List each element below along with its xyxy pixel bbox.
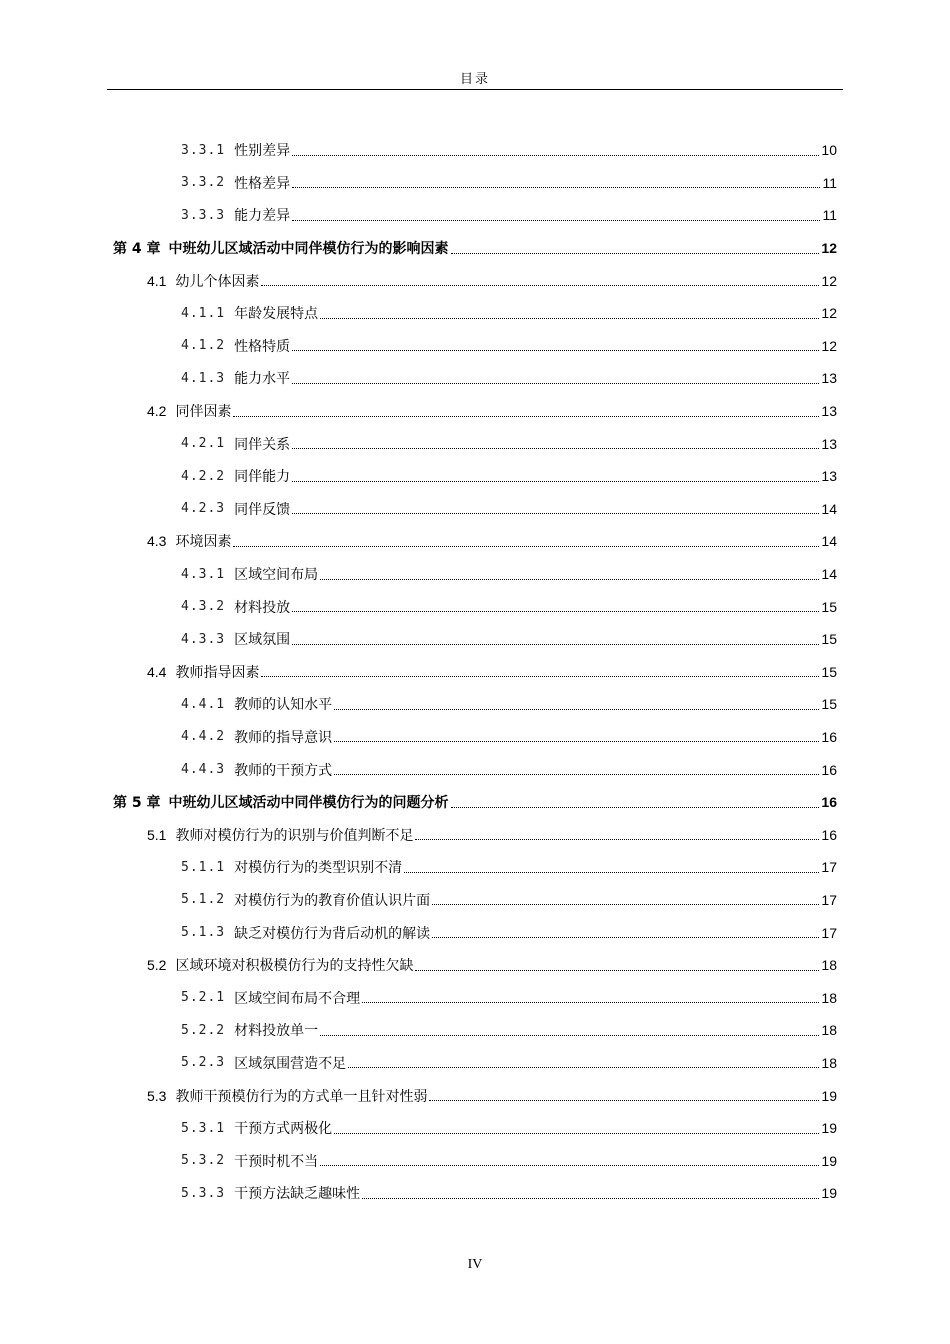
toc-subsection-entry[interactable] — [0, 1014, 950, 1047]
toc-dot-leader — [233, 546, 819, 547]
toc-section-entry[interactable] — [0, 264, 950, 297]
toc-entry-page: 13 — [821, 435, 837, 452]
toc-dot-leader — [334, 774, 819, 775]
toc-dot-leader — [415, 970, 819, 971]
toc-entry-page: 11 — [822, 207, 837, 224]
toc-dot-leader — [320, 318, 819, 319]
toc-entry-page: 15 — [821, 696, 837, 713]
toc-entry-title: 幼儿个体因素 — [175, 273, 260, 290]
toc-chapter-entry[interactable] — [0, 232, 950, 265]
toc-dot-leader — [348, 1067, 819, 1068]
toc-dot-leader — [334, 1133, 819, 1134]
toc-entry-page: 12 — [821, 272, 837, 289]
toc-entry-number: 4.4.2 — [181, 729, 226, 745]
toc-entry-title: 教师的认知水平 — [234, 697, 333, 714]
toc-dot-leader — [429, 1100, 819, 1101]
toc-entry-page: 11 — [822, 174, 837, 191]
toc-entry-number: 4.1.2 — [181, 338, 226, 354]
toc-entry-number: 4.1.1 — [181, 305, 226, 321]
toc-entry-number: 第 5 章 — [113, 795, 161, 812]
toc-entry-number: 4.1.3 — [181, 370, 226, 386]
toc-dot-leader — [292, 220, 820, 221]
toc-dot-leader — [261, 676, 819, 677]
toc-entry-page: 17 — [821, 859, 837, 876]
toc-entry-number: 4.3.3 — [181, 631, 226, 647]
toc-entry-page: 12 — [821, 337, 837, 354]
toc-entry-title: 材料投放 — [234, 599, 291, 616]
toc-entry-title: 中班幼儿区域活动中同伴模仿行为的问题分析 — [168, 795, 449, 812]
toc-entry-page: 15 — [821, 663, 837, 680]
toc-entry-page: 19 — [821, 1120, 837, 1137]
toc-subsection-entry[interactable] — [0, 851, 950, 884]
toc-subsection-entry[interactable] — [0, 1047, 950, 1080]
toc-entry-title: 干预时机不当 — [234, 1153, 319, 1170]
toc-entry-page: 13 — [821, 403, 837, 420]
toc-entry-number: 4.3 — [147, 533, 167, 550]
toc-subsection-entry[interactable] — [0, 167, 950, 200]
toc-entry-title: 教师的指导意识 — [234, 729, 333, 746]
toc-entry-title: 性别差异 — [234, 143, 291, 160]
toc-subsection-entry[interactable] — [0, 330, 950, 363]
toc-entry-page: 16 — [821, 728, 837, 745]
toc-section-entry[interactable] — [0, 525, 950, 558]
toc-dot-leader — [292, 187, 820, 188]
toc-dot-leader — [415, 839, 819, 840]
toc-entry-number: 5.3.2 — [181, 1153, 226, 1169]
toc-dot-leader — [320, 579, 819, 580]
toc-entry-page: 19 — [821, 1087, 837, 1104]
toc-entry-page: 12 — [821, 305, 837, 322]
toc-entry-page: 16 — [821, 826, 837, 843]
toc-entry-page: 14 — [821, 500, 837, 517]
toc-subsection-entry[interactable] — [0, 134, 950, 167]
toc-section-entry[interactable] — [0, 1079, 950, 1112]
toc-subsection-entry[interactable] — [0, 558, 950, 591]
toc-entry-title: 对模仿行为的类型识别不清 — [234, 860, 403, 877]
toc-entry-title: 教师对模仿行为的识别与价值判断不足 — [175, 827, 414, 844]
toc-entry-number: 5.2.1 — [181, 990, 226, 1006]
toc-entry-number: 5.3.3 — [181, 1185, 226, 1201]
toc-dot-leader — [362, 1198, 819, 1199]
toc-entry-title: 区域氛围 — [234, 632, 291, 649]
toc-dot-leader — [292, 481, 819, 482]
toc-entry-title: 同伴反馈 — [234, 501, 291, 518]
toc-entry-title: 材料投放单一 — [234, 1023, 319, 1040]
toc-dot-leader — [292, 383, 819, 384]
toc-subsection-entry[interactable] — [0, 493, 950, 526]
toc-entry-title: 区域氛围营造不足 — [234, 1055, 347, 1072]
toc-entry-page: 16 — [821, 761, 837, 778]
toc-subsection-entry[interactable] — [0, 199, 950, 232]
toc-entry-number: 5.3.1 — [181, 1120, 226, 1136]
toc-dot-leader — [261, 285, 819, 286]
toc-dot-leader — [451, 253, 820, 254]
toc-dot-leader — [292, 644, 819, 645]
toc-entry-title: 同伴关系 — [234, 436, 291, 453]
toc-entry-number: 4.4.1 — [181, 696, 226, 712]
toc-subsection-entry[interactable] — [0, 753, 950, 786]
toc-dot-leader — [292, 448, 819, 449]
toc-subsection-entry[interactable] — [0, 297, 950, 330]
toc-dot-leader — [292, 155, 819, 156]
toc-entry-title: 缺乏对模仿行为背后动机的解读 — [234, 925, 431, 942]
toc-entry-number: 第 4 章 — [113, 241, 161, 258]
toc-entry-title: 年龄发展特点 — [234, 306, 319, 323]
toc-entry-number: 5.2.2 — [181, 1022, 226, 1038]
toc-entry-number: 5.2.3 — [181, 1055, 226, 1071]
toc-subsection-entry[interactable] — [0, 362, 950, 395]
toc-entry-number: 5.1.3 — [181, 925, 226, 941]
toc-entry-page: 14 — [821, 533, 837, 550]
toc-entry-page: 18 — [821, 1054, 837, 1071]
toc-entry-title: 教师指导因素 — [175, 664, 260, 681]
toc-entry-number: 3.3.3 — [181, 207, 226, 223]
toc-dot-leader — [320, 1165, 819, 1166]
toc-entry-page: 13 — [821, 370, 837, 387]
toc-entry-number: 4.4 — [147, 663, 167, 680]
toc-dot-leader — [404, 872, 819, 873]
toc-entry-number: 4.4.3 — [181, 762, 226, 778]
toc-entry-page: 17 — [821, 891, 837, 908]
toc-entry-title: 区域空间布局不合理 — [234, 990, 361, 1007]
toc-entry-title: 环境因素 — [175, 534, 232, 551]
page-header-title: 目录 — [459, 72, 490, 87]
toc-entry-title: 区域环境对积极模仿行为的支持性欠缺 — [175, 958, 414, 975]
toc-subsection-entry[interactable] — [0, 884, 950, 917]
toc-subsection-entry[interactable] — [0, 427, 950, 460]
toc-entry-page: 18 — [821, 1022, 837, 1039]
toc-entry-page: 19 — [821, 1185, 837, 1202]
toc-entry-title: 能力水平 — [234, 371, 291, 388]
toc-entry-number: 5.1.2 — [181, 892, 226, 908]
toc-entry-page: 17 — [821, 924, 837, 941]
toc-dot-leader — [362, 1002, 819, 1003]
toc-entry-title: 区域空间布局 — [234, 567, 319, 584]
toc-subsection-entry[interactable] — [0, 688, 950, 721]
toc-entry-number: 3.3.1 — [181, 142, 226, 158]
toc-dot-leader — [292, 350, 819, 351]
toc-entry-number: 5.3 — [147, 1087, 167, 1104]
toc-dot-leader — [292, 513, 819, 514]
toc-entry-title: 教师干预模仿行为的方式单一且针对性弱 — [175, 1088, 428, 1105]
toc-entry-number: 3.3.2 — [181, 175, 226, 191]
toc-subsection-entry[interactable] — [0, 460, 950, 493]
toc-chapter-entry[interactable] — [0, 786, 950, 819]
toc-entry-title: 同伴因素 — [175, 404, 232, 421]
toc-section-entry[interactable] — [0, 395, 950, 428]
toc-dot-leader — [451, 807, 820, 808]
toc-entry-title: 同伴能力 — [234, 469, 291, 486]
toc-entry-page: 10 — [821, 142, 837, 159]
toc-dot-leader — [334, 741, 819, 742]
toc-dot-leader — [292, 611, 819, 612]
toc-entry-number: 4.3.1 — [181, 566, 226, 582]
toc-entry-title: 干预方式两极化 — [234, 1121, 333, 1138]
toc-entry-page: 18 — [821, 957, 837, 974]
toc-entry-number: 4.2.3 — [181, 501, 226, 517]
table-of-contents — [0, 134, 950, 1210]
toc-subsection-entry[interactable] — [0, 1112, 950, 1145]
toc-entry-page: 19 — [821, 1152, 837, 1169]
toc-entry-title: 对模仿行为的教育价值认识片面 — [234, 892, 431, 909]
toc-entry-number: 4.3.2 — [181, 599, 226, 615]
toc-section-entry[interactable] — [0, 949, 950, 982]
toc-entry-number: 4.2 — [147, 403, 167, 420]
toc-dot-leader — [432, 904, 819, 905]
toc-entry-page: 15 — [821, 598, 837, 615]
toc-subsection-entry[interactable] — [0, 721, 950, 754]
toc-dot-leader — [334, 709, 819, 710]
toc-entry-page: 14 — [821, 566, 837, 583]
toc-section-entry[interactable] — [0, 656, 950, 689]
toc-dot-leader — [320, 1035, 819, 1036]
toc-entry-page: 15 — [821, 631, 837, 648]
toc-entry-page: 16 — [821, 794, 837, 811]
toc-dot-leader — [233, 416, 819, 417]
toc-subsection-entry[interactable] — [0, 981, 950, 1014]
toc-section-entry[interactable] — [0, 818, 950, 851]
toc-entry-page: 13 — [821, 468, 837, 485]
header-divider — [107, 89, 843, 90]
toc-entry-title: 性格差异 — [234, 175, 291, 192]
toc-entry-title: 中班幼儿区域活动中同伴模仿行为的影响因素 — [168, 241, 449, 258]
toc-entry-page: 12 — [821, 240, 837, 257]
toc-entry-title: 能力差异 — [234, 208, 291, 225]
toc-entry-number: 4.2.1 — [181, 436, 226, 452]
toc-entry-number: 5.1.1 — [181, 859, 226, 875]
page-number: IV — [467, 1257, 483, 1272]
toc-entry-number: 5.2 — [147, 957, 167, 974]
toc-subsection-entry[interactable] — [0, 1144, 950, 1177]
toc-dot-leader — [432, 937, 819, 938]
toc-entry-title: 教师的干预方式 — [234, 762, 333, 779]
toc-subsection-entry[interactable] — [0, 590, 950, 623]
toc-entry-number: 5.1 — [147, 826, 167, 843]
toc-subsection-entry[interactable] — [0, 1177, 950, 1210]
toc-subsection-entry[interactable] — [0, 916, 950, 949]
toc-entry-number: 4.1 — [147, 272, 167, 289]
toc-entry-title: 干预方法缺乏趣味性 — [234, 1186, 361, 1203]
toc-entry-number: 4.2.2 — [181, 468, 226, 484]
toc-entry-title: 性格特质 — [234, 338, 291, 355]
toc-entry-page: 18 — [821, 989, 837, 1006]
toc-subsection-entry[interactable] — [0, 623, 950, 656]
